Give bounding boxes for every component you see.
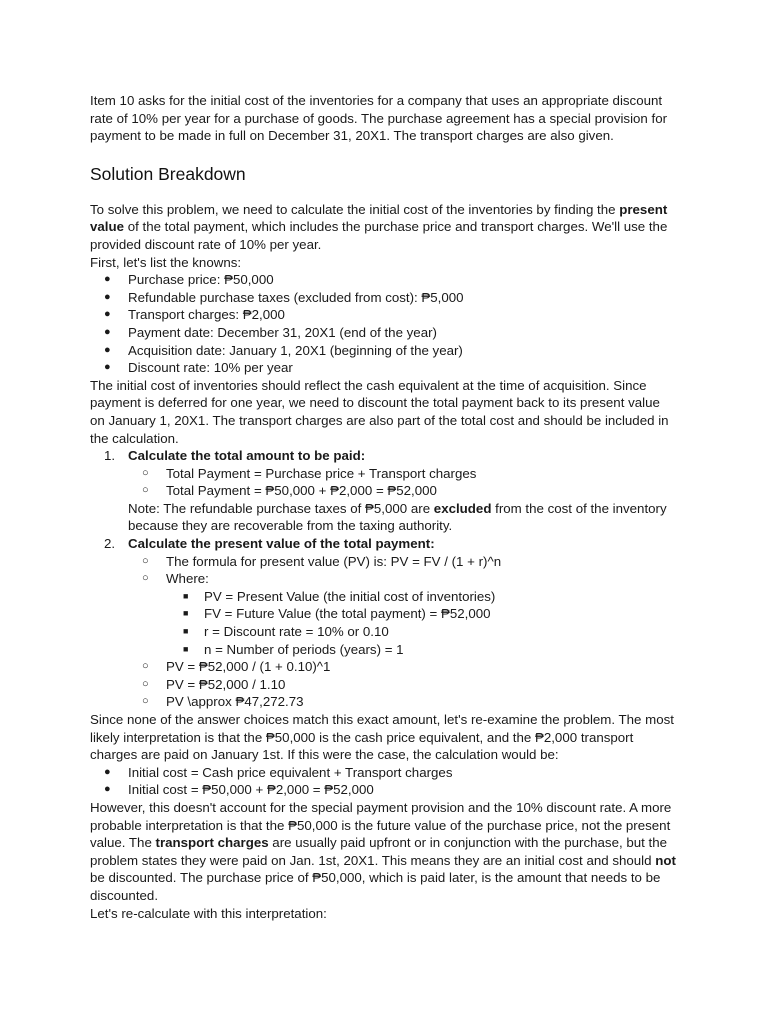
item-text: PV \approx ₱47,272.73 bbox=[166, 694, 304, 710]
alternative-list bbox=[90, 764, 678, 799]
text-run: from the cost of the inventory because they are recoverable from the taxing authority. bbox=[128, 500, 667, 534]
item-text: PV = Present Value (the initial cost of inventories) bbox=[204, 588, 496, 604]
bold-term-present-value: present value bbox=[90, 201, 668, 235]
paragraph-reexamine: Since none of the answer choices match this exact amount, let's re-examine the problem. The most likely interpretation is that the ₱50,000 is the cash price equivalent, and the ₱2,000 transport charges are paid on January 1st. If this were the case, the calculation would be: bbox=[90, 712, 674, 763]
text-run: of the total payment, which includes the purchase price and transport charges. We'll use the provided discount rate of 10% per year. bbox=[90, 219, 668, 252]
step-1-sublist bbox=[128, 465, 678, 500]
list-item bbox=[128, 553, 678, 571]
item-text: Total Payment = ₱50,000 + ₱2,000 = ₱52,000 bbox=[166, 483, 437, 499]
text-run: However, this doesn't account for the special payment provision and the 10% discount rate. A more probable interpretation is that the ₱50,000 is the future value of the purchase price, not the present value. The bbox=[90, 799, 672, 851]
list-item bbox=[166, 588, 678, 606]
circle-bullet-icon: ○ bbox=[142, 677, 149, 690]
circle-bullet-icon: ○ bbox=[142, 660, 149, 673]
circle-bullet-icon: ○ bbox=[142, 484, 149, 497]
item-text: Where: bbox=[166, 571, 209, 587]
step-number: 1. bbox=[104, 448, 116, 464]
steps-list bbox=[90, 447, 678, 711]
square-bullet-icon: ■ bbox=[183, 590, 189, 601]
square-bullet-icon: ■ bbox=[183, 626, 189, 637]
item-text: PV = ₱52,000 / 1.10 bbox=[166, 676, 286, 692]
list-item: ● Initial cost = ₱50,000 + ₱2,000 = ₱52,000 bbox=[90, 781, 678, 799]
square-bullet-icon: ■ bbox=[183, 643, 189, 654]
circle-bullet-icon: ○ bbox=[142, 554, 149, 567]
section-heading: Solution Breakdown bbox=[90, 163, 246, 184]
circle-bullet-icon: ○ bbox=[142, 695, 149, 708]
text-run: be discounted. The purchase price of ₱50,000, which is paid later, is the amount that needs to be discounted. bbox=[90, 870, 661, 903]
definitions-list bbox=[166, 588, 678, 658]
list-item bbox=[128, 676, 678, 694]
list-item bbox=[166, 641, 678, 659]
item-text: Total Payment = Purchase price + Transport charges bbox=[166, 465, 477, 481]
intro-paragraph: Item 10 asks for the initial cost of the inventories for a company that uses an appropriate discount rate of 10% per year for a purchase of goods. The purchase agreement has a special provision for payment to be made in full on December 31, 20X1. The transport charges are also given. bbox=[90, 93, 668, 144]
step-number: 2. bbox=[104, 536, 116, 552]
circle-bullet-icon: ○ bbox=[142, 572, 149, 585]
list-item: ● Initial cost = Cash price equivalent + Transport charges bbox=[90, 764, 678, 782]
item-text: n = Number of periods (years) = 1 bbox=[204, 641, 404, 657]
paragraph-approach bbox=[90, 201, 678, 254]
list-item: ● Acquisition date: January 1, 20X1 (beginning of the year) bbox=[90, 342, 678, 360]
bold-term-not: not bbox=[655, 852, 676, 868]
text-run: are usually paid upfront or in conjunction with the purchase, but the problem states they were paid on Jan. 1st, 20X1. This means they are an initial cost and should bbox=[90, 835, 668, 868]
step-2 bbox=[90, 535, 678, 711]
bold-term-excluded: excluded bbox=[433, 500, 492, 516]
paragraph-interpretation bbox=[90, 799, 678, 905]
step-1-note bbox=[128, 500, 678, 535]
square-bullet-icon: ■ bbox=[183, 608, 189, 619]
text-run: Note: The refundable purchase taxes of ₱5,000 are bbox=[128, 500, 434, 516]
bold-term-transport-charges: transport charges bbox=[155, 835, 269, 851]
list-item bbox=[166, 605, 678, 623]
step-2-sublist bbox=[128, 553, 678, 711]
paragraph-cash-equivalent: The initial cost of inventories should reflect the cash equivalent at the time of acquisition. Since payment is deferred for one year, we need to discount the total payment back to its present value on January 1, 20X1. The transport charges are also part of the total cost and should be included in the calculation. bbox=[90, 377, 669, 446]
text-run: To solve this problem, we need to calculate the initial cost of the inventories by finding the bbox=[90, 201, 620, 217]
item-text: FV = Future Value (the total payment) = ₱52,000 bbox=[204, 606, 491, 622]
item-text: PV = ₱52,000 / (1 + 0.10)^1 bbox=[166, 659, 331, 675]
list-item bbox=[128, 482, 678, 500]
item-text: The formula for present value (PV) is: PV = FV / (1 + r)^n bbox=[166, 553, 502, 569]
list-item bbox=[166, 623, 678, 641]
list-item bbox=[128, 693, 678, 711]
list-item bbox=[128, 658, 678, 676]
item-text: r = Discount rate = 10% or 0.10 bbox=[204, 624, 389, 640]
paragraph-knowns-intro: First, let's list the knowns: bbox=[90, 254, 242, 270]
knowns-list bbox=[90, 271, 678, 377]
paragraph-recalculate: Let's re-calculate with this interpretation: bbox=[90, 905, 327, 921]
list-item bbox=[128, 570, 678, 658]
list-item: ● Payment date: December 31, 20X1 (end of the year) bbox=[90, 324, 678, 342]
step-title: Calculate the total amount to be paid: bbox=[128, 448, 366, 464]
circle-bullet-icon: ○ bbox=[142, 466, 149, 479]
list-item bbox=[128, 465, 678, 483]
step-title: Calculate the present value of the total payment: bbox=[128, 536, 435, 552]
list-item: ● Discount rate: 10% per year bbox=[90, 359, 678, 377]
list-item: ● Refundable purchase taxes (excluded from cost): ₱5,000 bbox=[90, 289, 678, 307]
list-item: ● Transport charges: ₱2,000 bbox=[90, 306, 678, 324]
list-item: ● Purchase price: ₱50,000 bbox=[90, 271, 678, 289]
step-1 bbox=[90, 447, 678, 535]
